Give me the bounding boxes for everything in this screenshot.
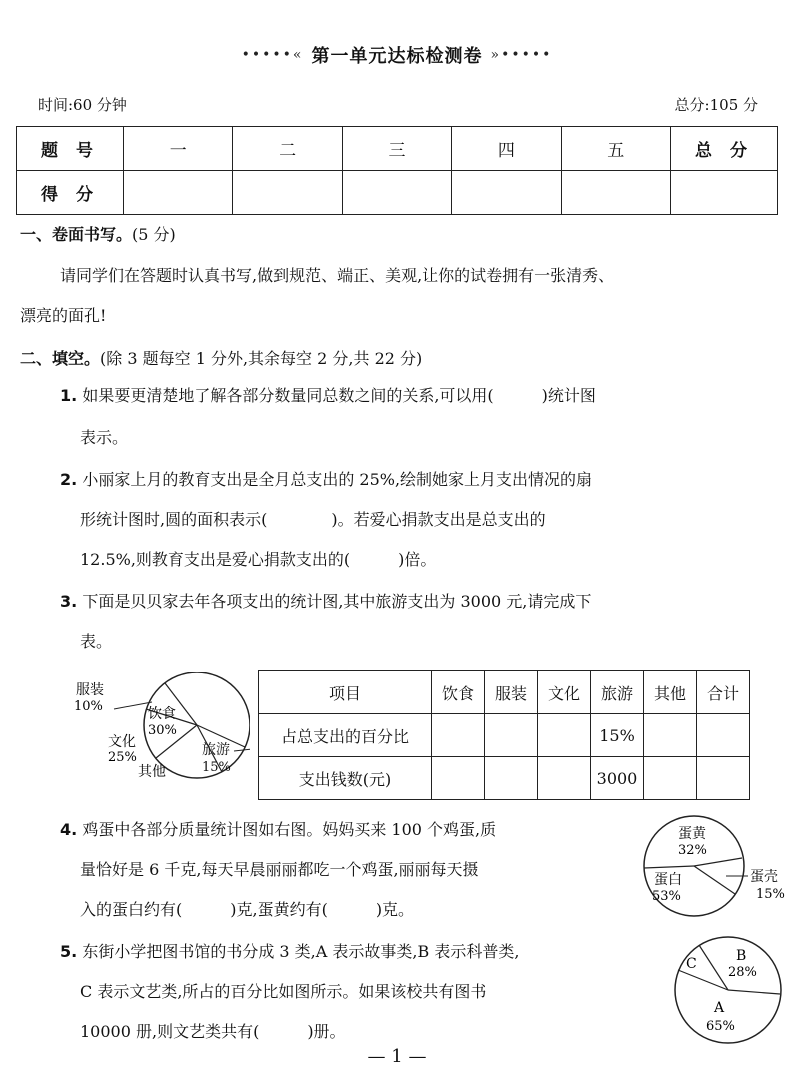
q5-label-a: A <box>714 1000 725 1016</box>
q2-line3: 12.5%,则教育支出是爱心捐款支出的( )倍。 <box>80 550 437 569</box>
score-table-header-row <box>17 127 778 171</box>
q3-line2: 表。 <box>80 632 113 651</box>
q3-expense-table <box>258 670 750 800</box>
section1-title: 一、卷面书写。 <box>20 225 133 244</box>
q3-label-clothing-pct: 10% <box>74 699 103 714</box>
q3-cell-amount-total[interactable] <box>697 757 750 800</box>
section1-heading <box>20 222 176 245</box>
q4-line1 <box>60 820 496 840</box>
q3-label-travel-group <box>202 742 231 776</box>
score-header-question-no: 题 号 <box>17 127 124 171</box>
q3-th-food: 饮食 <box>432 671 485 714</box>
q3-cell-percent-other[interactable] <box>644 714 697 757</box>
q3-th-total: 合计 <box>697 671 750 714</box>
score-table-score-row <box>17 171 778 215</box>
q3-number: 3. <box>60 592 78 611</box>
page-title: 第一单元达标检测卷 <box>311 46 483 67</box>
q4-label-white-pct: 53% <box>652 889 681 904</box>
q5-book-pie-chart <box>670 934 794 1046</box>
q3-cell-amount-other[interactable] <box>644 757 697 800</box>
q3-cell-amount-culture[interactable] <box>538 757 591 800</box>
q3-cell-percent-travel: 15% <box>591 714 644 757</box>
q3-cell-percent-clothing[interactable] <box>485 714 538 757</box>
q3-label-clothing: 服装 <box>76 682 104 698</box>
score-header-2: 二 <box>233 127 342 171</box>
page-number: — 1 — <box>367 1046 427 1067</box>
q3-label-culture-pct: 25% <box>108 750 137 765</box>
q1-number: 1. <box>60 386 78 405</box>
q4-label-white: 蛋白 <box>654 872 682 888</box>
score-table <box>16 126 778 215</box>
q3-cell-percent-total[interactable] <box>697 714 750 757</box>
q5-line1 <box>60 942 519 962</box>
section2-note: (除 3 题每空 1 分外,其余每空 2 分,共 22 分) <box>100 349 423 368</box>
q3-cell-percent-food[interactable] <box>432 714 485 757</box>
q5-text-1: 东街小学把图书馆的书分成 3 类,A 表示故事类,B 表示科普类, <box>82 942 520 961</box>
time-limit: 时间:60 分钟 <box>38 96 127 114</box>
score-cell-1[interactable] <box>124 171 233 215</box>
q2-number: 2. <box>60 470 78 489</box>
q5-pie-divider-c-b <box>699 945 728 990</box>
q5-pie-divider-b-a <box>728 990 780 994</box>
total-score: 总分:105 分 <box>674 96 758 114</box>
q2-line1 <box>60 470 592 490</box>
q5-label-a-pct: 65% <box>706 1019 735 1034</box>
q1-text-1: 如果要更清楚地了解各部分数量同总数之间的关系,可以用( )统计图 <box>82 386 596 405</box>
q3-th-culture: 文化 <box>538 671 591 714</box>
q1-line1 <box>60 386 596 406</box>
q2-text-1: 小丽家上月的教育支出是全月总支出的 25%,绘制她家上月支出情况的扇 <box>82 470 593 489</box>
q4-text-1: 鸡蛋中各部分质量统计图如右图。妈妈买来 100 个鸡蛋,质 <box>82 820 497 839</box>
q4-pie-divider-yolk-shell <box>694 858 742 866</box>
score-header-4: 四 <box>452 127 561 171</box>
q3-cell-amount-travel: 3000 <box>591 757 644 800</box>
section2-heading <box>20 346 422 369</box>
section1-line2: 漂亮的面孔! <box>20 306 107 325</box>
q4-label-yolk-pct: 32% <box>678 843 707 858</box>
q3-cell-percent-culture[interactable] <box>538 714 591 757</box>
score-header-total: 总 分 <box>671 127 778 171</box>
q3-row-percent-label: 占总支出的百分比 <box>259 714 432 757</box>
score-cell-3[interactable] <box>342 171 451 215</box>
q4-line3: 入的蛋白约有( )克,蛋黄约有( )克。 <box>80 900 415 919</box>
title-decoration-left: •••••« <box>241 47 304 63</box>
score-header-5: 五 <box>561 127 670 171</box>
q3-label-culture: 文化 <box>108 734 136 750</box>
q5-pie-divider-c-a <box>678 970 728 990</box>
q5-line2: C 表示文艺类,所占的百分比如图所示。如果该校共有图书 <box>80 982 487 1001</box>
q3-pie-leader-travel <box>234 749 250 751</box>
q5-label-b-pct: 28% <box>728 965 757 980</box>
q3-table-header-row <box>259 671 750 714</box>
q3-cell-amount-food[interactable] <box>432 757 485 800</box>
q3-label-other: 其他 <box>138 764 166 780</box>
q4-label-shell: 蛋壳 <box>750 869 778 885</box>
title-decoration-right: »••••• <box>490 47 553 63</box>
q3-label-travel: 旅游 <box>202 742 230 758</box>
q3-label-travel-pct: 15% <box>202 760 231 775</box>
score-row-label: 得 分 <box>17 171 124 215</box>
q3-line1 <box>60 592 591 612</box>
q3-cell-amount-clothing[interactable] <box>485 757 538 800</box>
q4-number: 4. <box>60 820 78 839</box>
q5-number: 5. <box>60 942 78 961</box>
score-header-1: 一 <box>124 127 233 171</box>
q3-th-clothing: 服装 <box>485 671 538 714</box>
score-header-3: 三 <box>342 127 451 171</box>
q4-pie-divider-yolk-white <box>644 866 694 868</box>
q5-label-b: B <box>736 948 747 964</box>
q3-table-percent-row <box>259 714 750 757</box>
score-cell-5[interactable] <box>561 171 670 215</box>
score-cell-2[interactable] <box>233 171 342 215</box>
q4-egg-pie-chart <box>636 814 794 920</box>
q4-line2: 量恰好是 6 千克,每天早晨丽丽都吃一个鸡蛋,丽丽每天摄 <box>80 860 479 879</box>
q3-row-amount-label: 支出钱数(元) <box>259 757 432 800</box>
section1-line1: 请同学们在答题时认真书写,做到规范、端正、美观,让你的试卷拥有一张清秀、 <box>60 266 615 285</box>
q2-line2: 形统计图时,圆的面积表示( )。若爱心捐款支出是总支出的 <box>80 510 546 529</box>
q3-label-food: 饮食 <box>148 706 176 722</box>
section2-title: 二、填空。 <box>20 349 101 368</box>
title-banner <box>0 38 794 72</box>
score-cell-4[interactable] <box>452 171 561 215</box>
q3-th-other: 其他 <box>644 671 697 714</box>
q4-pie-divider-white-shell <box>694 866 735 894</box>
q3-table-amount-row <box>259 757 750 800</box>
q3-label-food-pct: 30% <box>148 723 177 738</box>
q3-th-item: 项目 <box>259 671 432 714</box>
q1-line2: 表示。 <box>80 428 129 447</box>
score-cell-total[interactable] <box>671 171 778 215</box>
q5-line3: 10000 册,则文艺类共有( )册。 <box>80 1022 346 1041</box>
q4-label-yolk: 蛋黄 <box>678 826 706 842</box>
q3-text-1: 下面是贝贝家去年各项支出的统计图,其中旅游支出为 3000 元,请完成下 <box>82 592 592 611</box>
q5-label-c: C <box>686 956 697 972</box>
section1-note: (5 分) <box>132 225 176 244</box>
q4-label-shell-pct: 15% <box>756 887 785 902</box>
q3-th-travel: 旅游 <box>591 671 644 714</box>
